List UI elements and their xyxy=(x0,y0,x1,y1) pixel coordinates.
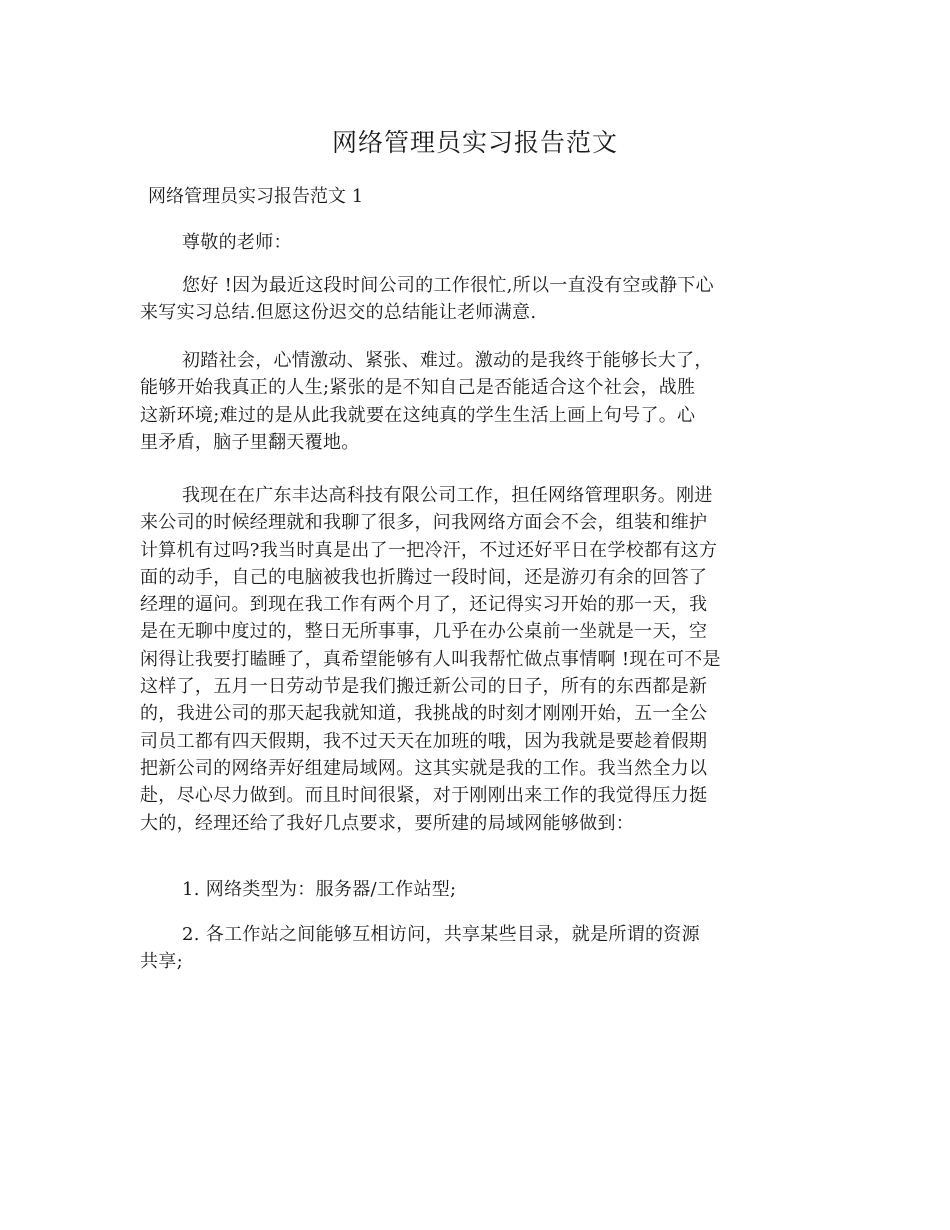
page-title: 网络管理员实习报告范文 xyxy=(331,128,618,157)
paragraph-line: 能够开始我真正的人生;紧张的是不知自己是否能适合这个社会，战胜 xyxy=(140,377,696,399)
list-item-line: 共享; xyxy=(140,951,183,973)
paragraph-line: 这样了，五月一日劳动节是我们搬迁新公司的日子，所有的东西都是新 xyxy=(140,676,708,698)
paragraph-3 xyxy=(140,482,780,837)
paragraph-line: 来写实习总结.但愿这份迟交的总结能让老师满意. xyxy=(140,302,537,324)
paragraph-line: 的，我进公司的那天起我就知道，我挑战的时刻才刚刚开始，五一全公 xyxy=(140,703,708,725)
paragraph-line: 把新公司的网络弄好组建局域网。这其实就是我的工作。我当然全力以 xyxy=(140,757,708,779)
section-subtitle: 网络管理员实习报告范文 1 xyxy=(148,186,364,207)
paragraph-line: 赴，尽心尽力做到。而且时间很紧，对于刚刚出来工作的我觉得压力挺 xyxy=(140,785,708,807)
paragraph-line: 计算机有过吗?我当时真是出了一把冷汗，不过还好平日在学校都有这方 xyxy=(140,539,718,561)
paragraph-line: 我现在在广东丰达高科技有限公司工作，担任网络管理职务。刚进 xyxy=(182,485,713,506)
list-item xyxy=(140,876,780,903)
paragraph-line: 初踏社会，心情激动、紧张、难过。激动的是我终于能够长大了， xyxy=(182,350,713,371)
paragraph-2 xyxy=(140,347,780,456)
paragraph-line: 经理的逼问。到现在我工作有两个月了，还记得实习开始的那一天，我 xyxy=(140,594,708,616)
paragraph-line: 您好 !因为最近这段时间公司的工作很忙,所以一直没有空或静下心 xyxy=(182,275,714,296)
paragraph-line: 来公司的时候经理就和我聊了很多，问我网络方面会不会，组装和维护 xyxy=(140,512,708,534)
paragraph-line: 大的，经理还给了我好几点要求，要所建的局域网能够做到： xyxy=(140,812,635,834)
greeting: 尊敬的老师： xyxy=(182,232,292,253)
list-item-line: 1. 网络类型为：服务器/工作站型; xyxy=(182,879,457,900)
paragraph-line: 这新环境;难过的是从此我就要在这纯真的学生生活上画上句号了。心 xyxy=(140,404,696,426)
paragraph-line: 是在无聊中度过的，整日无所事事，几乎在办公桌前一坐就是一天，空 xyxy=(140,621,708,643)
paragraph-1 xyxy=(140,272,780,327)
paragraph-line: 闲得让我要打瞌睡了，真希望能够有人叫我帮忙做点事情啊 !现在可不是 xyxy=(140,648,721,670)
paragraph-line: 面的动手，自己的电脑被我也折腾过一段时间，还是游刃有余的回答了 xyxy=(140,566,708,588)
list-item-line: 2. 各工作站之间能够互相访问，共享某些目录，就是所谓的资源 xyxy=(182,924,700,945)
list-item xyxy=(140,921,780,976)
paragraph-line: 里矛盾，脑子里翻天覆地。 xyxy=(140,431,360,453)
paragraph-line: 司员工都有四天假期，我不过天天在加班的哦，因为我就是要趁着假期 xyxy=(140,730,708,752)
